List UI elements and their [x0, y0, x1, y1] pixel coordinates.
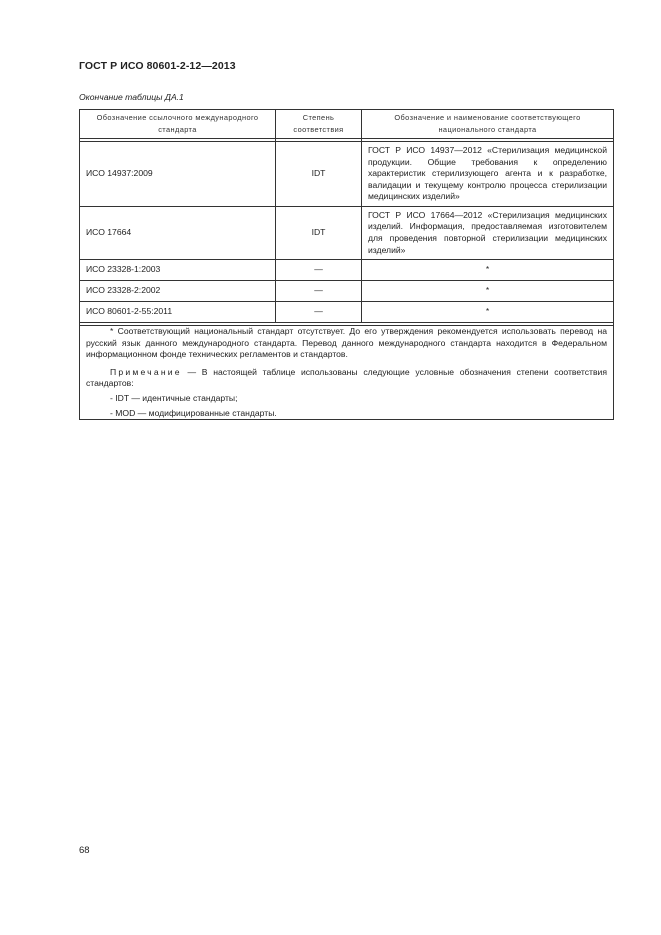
row-national: * — [362, 260, 614, 281]
table-row — [80, 260, 614, 281]
note-paragraph — [86, 367, 607, 390]
header-reference-standard: Обозначение ссылочного международного стандарта — [80, 110, 276, 139]
row-degree: — — [276, 260, 362, 281]
row-degree: IDT — [276, 207, 362, 260]
row-national: ГОСТ Р ИСО 17664—2012 «Стерилизация медицинских изделий. Информация, предоставляемая изготовителем для проведения повторной стерилизации медицинских изделий» — [362, 207, 614, 260]
header-degree-of-conformity: Степень соответствия — [276, 110, 362, 139]
note-text: — В настоящей таблице использованы следующие условные обозначения степени соответствия стандартов: — [86, 366, 607, 389]
page-number: 68 — [79, 845, 90, 856]
document-header: ГОСТ Р ИСО 80601-2-12—2013 — [79, 60, 236, 72]
row-national: * — [362, 281, 614, 302]
row-national: ГОСТ Р ИСО 14937—2012 «Стерилизация медицинской продукции. Общие требования к определению характеристик стерилизующего агента и к разработке, валидации и текущему контролю процесса стерилизации медицинских изделий» — [362, 142, 614, 207]
row-reference: ИСО 23328-1:2003 — [80, 260, 276, 281]
header-national-standard: Обозначение и наименование соответствующего национального стандарта — [362, 110, 614, 139]
legend-item-idt: - IDT — идентичные стандарты; — [110, 392, 238, 403]
row-reference: ИСО 14937:2009 — [80, 142, 276, 207]
row-reference: ИСО 23328-2:2002 — [80, 281, 276, 302]
row-national: * — [362, 302, 614, 323]
standards-table — [79, 109, 614, 420]
note-label: Примечание — [110, 366, 182, 377]
row-reference: ИСО 17664 — [80, 207, 276, 260]
row-degree: — — [276, 281, 362, 302]
row-degree: — — [276, 302, 362, 323]
row-degree: IDT — [276, 142, 362, 207]
notes-row — [80, 326, 614, 420]
row-reference: ИСО 80601-2-55:2011 — [80, 302, 276, 323]
table-row — [80, 207, 614, 260]
table-header-row — [80, 110, 614, 139]
table-row — [80, 302, 614, 323]
notes-cell — [80, 326, 614, 420]
table-row — [80, 142, 614, 207]
table-row — [80, 281, 614, 302]
table-caption: Окончание таблицы ДА.1 — [79, 92, 184, 102]
legend-item-mod: - MOD — модифицированные стандарты. — [110, 407, 277, 418]
footnote: * Соответствующий национальный стандарт отсутствует. До его утверждения рекомендуется использовать перевод на русский язык данного международного стандарта. Перевод данного международного стандарта находится в Федеральном информационном фонде технических регламентов и стандартов. — [86, 326, 607, 360]
